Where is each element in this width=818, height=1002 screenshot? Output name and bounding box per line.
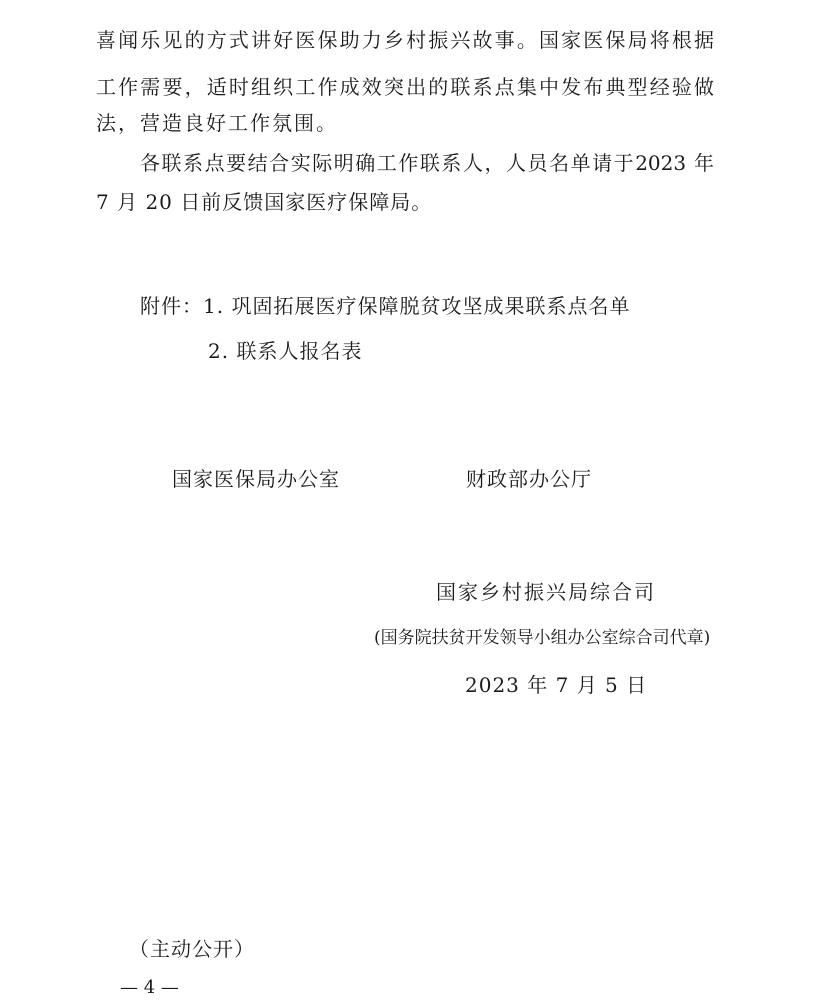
paragraph-2-line-2: 7 月 20 日前反馈国家医疗保障局。 <box>96 190 433 214</box>
attachment-item-2: 2. 联系人报名表 <box>208 339 363 363</box>
disclosure-label: （主动公开） <box>129 937 255 961</box>
attachment-item-1: 附件：1. 巩固拓展医疗保障脱贫攻坚成果联系点名单 <box>140 294 631 318</box>
signature-org-healthcare-office: 国家医保局办公室 <box>172 467 340 491</box>
issue-date: 2023 年 7 月 5 日 <box>465 673 648 697</box>
signature-org-rural-revitalization: 国家乡村振兴局综合司 <box>436 580 656 604</box>
paragraph-1-line-2: 工作需要，适时组织工作成效突出的联系点集中发布典型经验做 <box>96 75 714 99</box>
paragraph-2-line-1: 各联系点要结合实际明确工作联系人，人员名单请于2023 年 <box>140 151 714 175</box>
signature-org-finance-office: 财政部办公厅 <box>466 467 592 491</box>
page-number: — 4 — <box>120 977 179 998</box>
paragraph-1-line-1: 喜闻乐见的方式讲好医保助力乡村振兴故事。国家医保局将根据 <box>96 28 714 52</box>
signature-org-note: (国务院扶贫开发领导小组办公室综合司代章) <box>374 628 711 648</box>
paragraph-1-line-3: 法，营造良好工作氛围。 <box>96 111 338 135</box>
